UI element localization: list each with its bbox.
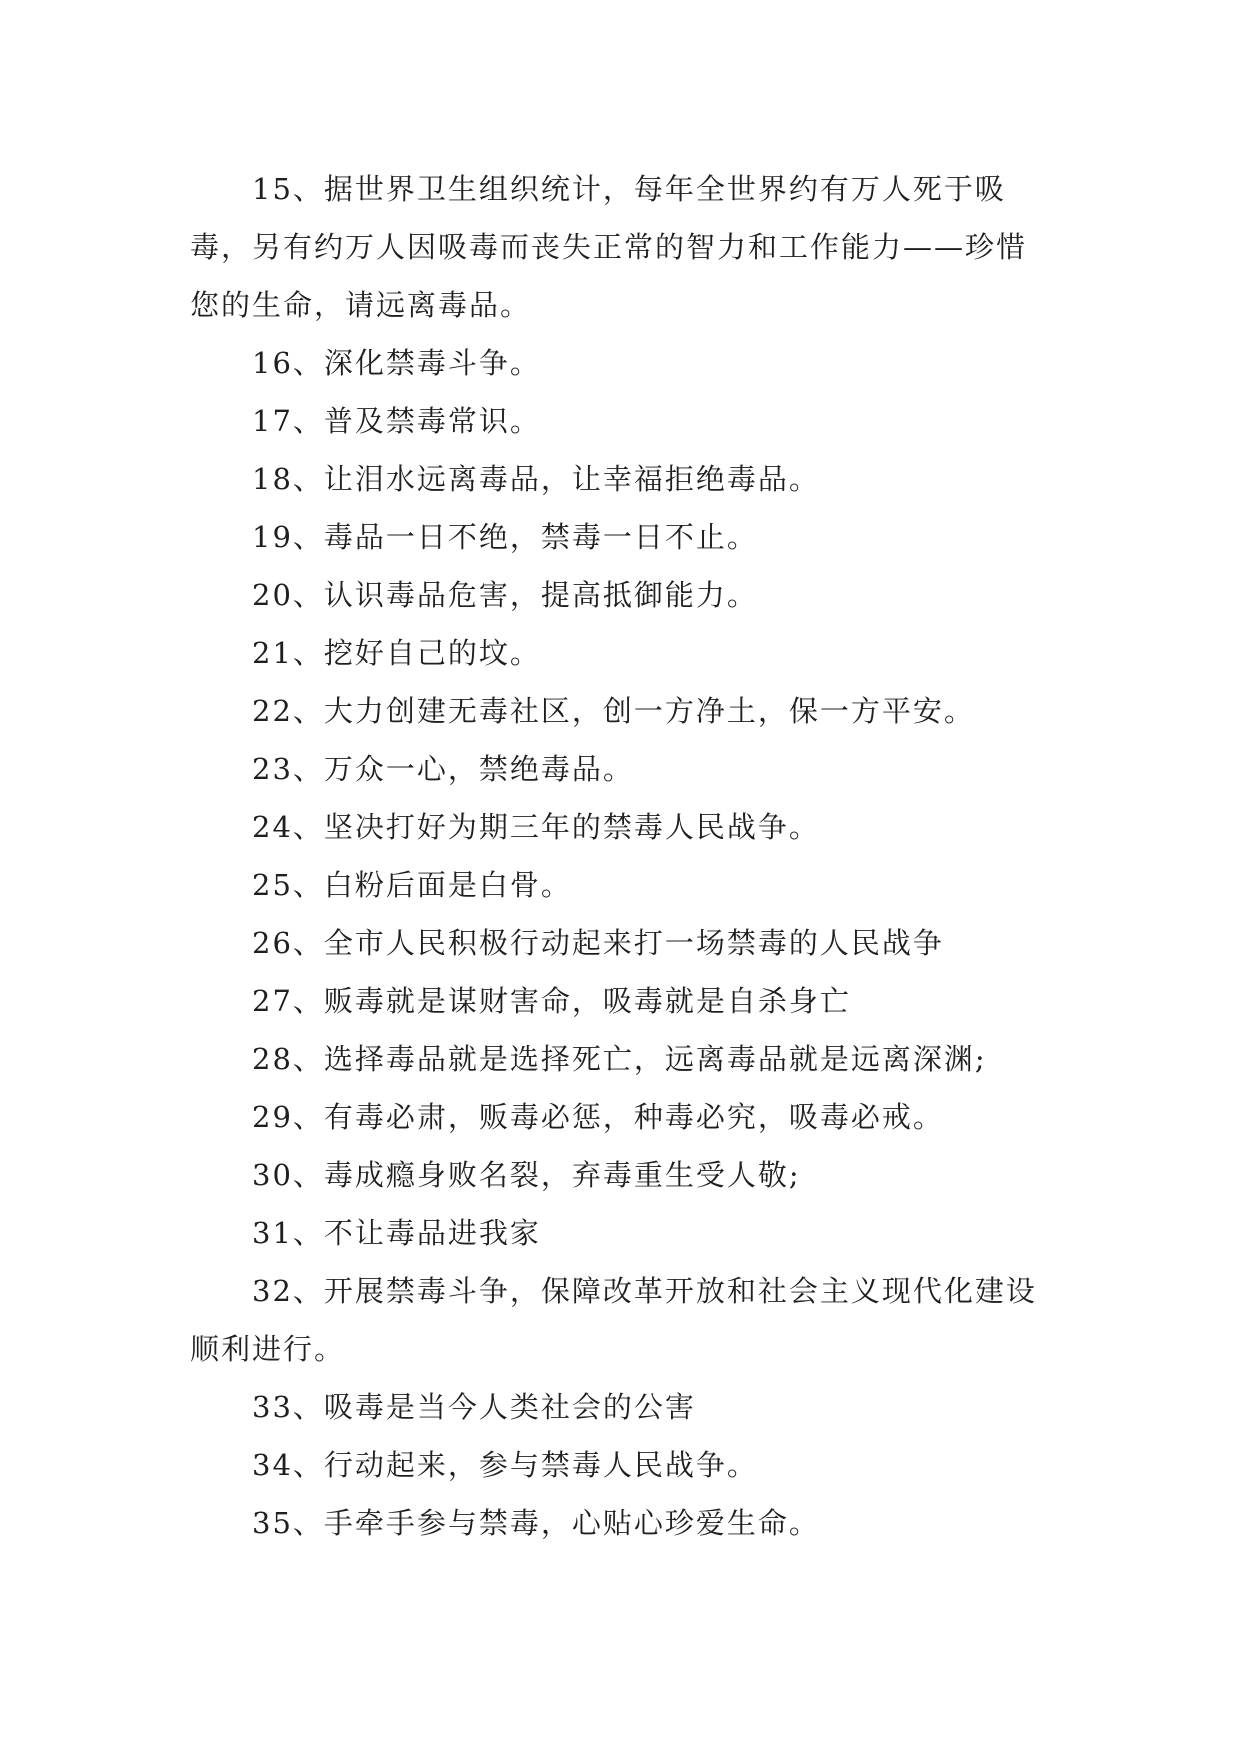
- list-item: 19、毒品一日不绝，禁毒一日不止。: [252, 520, 758, 554]
- list-item: 25、白粉后面是白骨。: [252, 868, 572, 902]
- list-item: 16、深化禁毒斗争。: [252, 346, 541, 380]
- list-item: 35、手牵手参与禁毒，心贴心珍爱生命。: [252, 1506, 820, 1540]
- list-item: 34、行动起来，参与禁毒人民战争。: [252, 1448, 758, 1482]
- list-item: 23、万众一心，禁绝毒品。: [252, 752, 634, 786]
- list-item: 33、吸毒是当今人类社会的公害: [252, 1390, 696, 1424]
- list-item: 29、有毒必肃，贩毒必惩，种毒必究，吸毒必戒。: [252, 1100, 944, 1134]
- list-item: 21、挖好自己的坟。: [252, 636, 541, 670]
- list-item: 27、贩毒就是谋财害命，吸毒就是自杀身亡: [252, 984, 851, 1018]
- list-item: 32、开展禁毒斗争，保障改革开放和社会主义现代化建设顺利进行。: [190, 1274, 1037, 1366]
- list-item: 17、普及禁毒常识。: [252, 404, 541, 438]
- list-item: 31、不让毒品进我家: [252, 1216, 541, 1250]
- list-item: 18、让泪水远离毒品，让幸福拒绝毒品。: [252, 462, 820, 496]
- list-item: 15、据世界卫生组织统计，每年全世界约有万人死于吸毒，另有约万人因吸毒而丧失正常的智力和工作能力——珍惜您的生命，请远离毒品。: [190, 172, 1028, 322]
- list-item: 22、大力创建无毒社区，创一方净土，保一方平安。: [252, 694, 975, 728]
- list-item: 28、选择毒品就是选择死亡，远离毒品就是远离深渊;: [252, 1042, 987, 1076]
- list-item: 20、认识毒品危害，提高抵御能力。: [252, 578, 758, 612]
- list-item: 24、坚决打好为期三年的禁毒人民战争。: [252, 810, 820, 844]
- list-item: 26、全市人民积极行动起来打一场禁毒的人民战争: [252, 926, 944, 960]
- slogan-list: [190, 160, 1050, 1552]
- list-item: 30、毒成瘾身败名裂，弃毒重生受人敬;: [252, 1158, 801, 1192]
